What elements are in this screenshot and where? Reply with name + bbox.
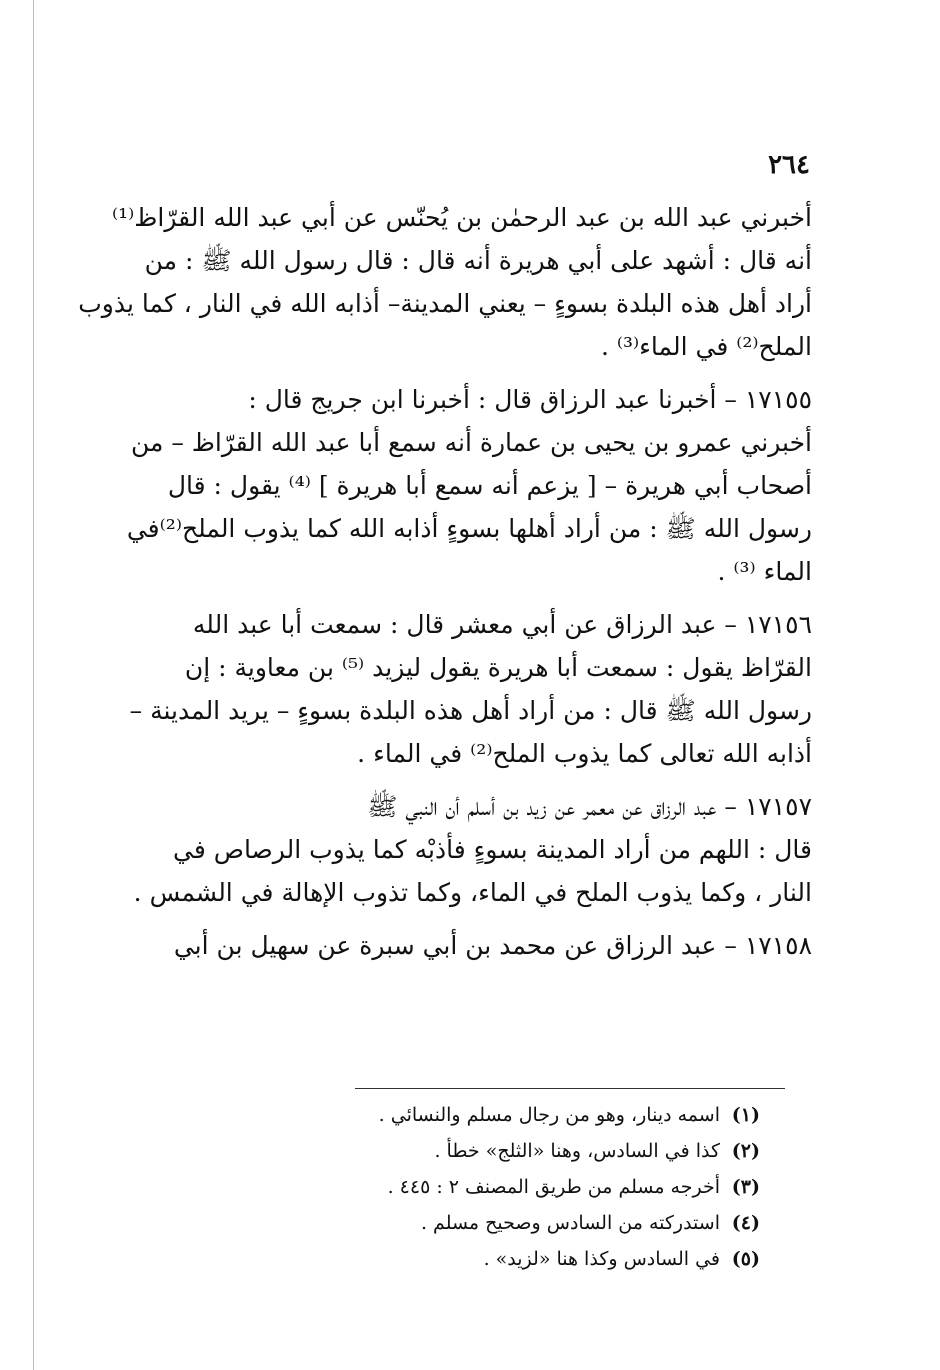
paragraph-gap bbox=[128, 593, 812, 603]
text-line: الماء ⁽³⁾ . bbox=[717, 557, 812, 586]
footnote-text: استدركته من السادس وصحيح مسلم . bbox=[420, 1212, 720, 1234]
footnote-separator bbox=[355, 1088, 785, 1089]
footnote-number: (٣) bbox=[731, 1176, 760, 1198]
text-line: أصحاب أبي هريرة – [ يزعم أنه سمع أبا هريرة ] ⁽⁴⁾ يقول : قال bbox=[167, 471, 812, 500]
paragraph-gap bbox=[128, 914, 812, 924]
text-line: قال : اللهم من أراد المدينة بسوءٍ فأذبْه كما يذوب الرصاص في bbox=[172, 835, 812, 864]
text-line: ١٧١٥٨ – عبد الرزاق عن محمد بن أبي سبرة عن سهيل بن أبي bbox=[173, 931, 812, 960]
footnote bbox=[320, 1169, 760, 1205]
paragraph-gap bbox=[128, 775, 812, 785]
page-number: ٢٦٤ bbox=[768, 150, 810, 180]
text-line: النار ، وكما يذوب الملح في الماء، وكما تذوب الإهالة في الشمس . bbox=[133, 878, 812, 907]
footnote bbox=[320, 1097, 760, 1133]
footnotes bbox=[320, 1097, 760, 1277]
page-border-line bbox=[33, 0, 34, 1370]
text-line: أراد أهل هذه البلدة بسوءٍ – يعني المدينة– أذابه الله في النار ، كما يذوب bbox=[78, 289, 812, 318]
text-line: الملح⁽²⁾ في الماء⁽³⁾ . bbox=[600, 332, 812, 361]
footnote-text: أخرجه مسلم من طريق المصنف ٢ : ٤٤٥ . bbox=[387, 1176, 720, 1198]
text-line: أخبرني عبد الله بن عبد الرحمٰن بن يُحنّس عن أبي عبد الله القرّاظ⁽¹⁾ bbox=[112, 203, 812, 232]
text-line: رسول الله ﷺ : من أراد أهلها بسوءٍ أذابه الله كما يذوب الملح⁽²⁾في bbox=[126, 514, 812, 543]
footnote-text: في السادس وكذا هنا «لزيد» . bbox=[483, 1248, 720, 1270]
footnote-number: (٢) bbox=[731, 1140, 760, 1162]
text-line: أذابه الله تعالى كما يذوب الملح⁽²⁾ في الماء . bbox=[357, 739, 812, 768]
text-line: ١٧١٥٥ – أخبرنا عبد الرزاق قال : أخبرنا ابن جريج قال : bbox=[248, 385, 812, 414]
footnote-text: كذا في السادس، وهنا «الثلج» خطأ . bbox=[434, 1140, 720, 1162]
text-line: رسول الله ﷺ قال : من أراد أهل هذه البلدة بسوءٍ – يريد المدينة – bbox=[129, 696, 812, 725]
text-line: أخبرني عمرو بن يحيى بن عمارة أنه سمع أبا عبد الله القرّاظ – من bbox=[130, 428, 812, 457]
text-line: ١٧١٥٦ – عبد الرزاق عن أبي معشر قال : سمعت أبا عبد الله bbox=[192, 610, 812, 639]
footnote-number: (٥) bbox=[731, 1248, 760, 1270]
main-text bbox=[78, 196, 812, 967]
footnote bbox=[320, 1133, 760, 1169]
paragraph-gap bbox=[128, 368, 812, 378]
text-line: أنه قال : أشهد على أبي هريرة أنه قال : قال رسول الله ﷺ : من bbox=[144, 246, 812, 275]
footnote bbox=[320, 1205, 760, 1241]
footnote-text: اسمه دينار، وهو من رجال مسلم والنسائي . bbox=[378, 1104, 720, 1126]
footnote bbox=[320, 1241, 760, 1277]
text-line: القرّاظ يقول : سمعت أبا هريرة يقول ليزيد ⁽⁵⁾ بن معاوية : إن bbox=[184, 653, 812, 682]
footnote-number: (١) bbox=[731, 1104, 760, 1126]
footnote-number: (٤) bbox=[731, 1212, 760, 1234]
text-line: ١٧١٥٧ – عبد الرزاق عن معمر عن زيد بن أسلم أن النبي ﷺ bbox=[367, 792, 812, 821]
